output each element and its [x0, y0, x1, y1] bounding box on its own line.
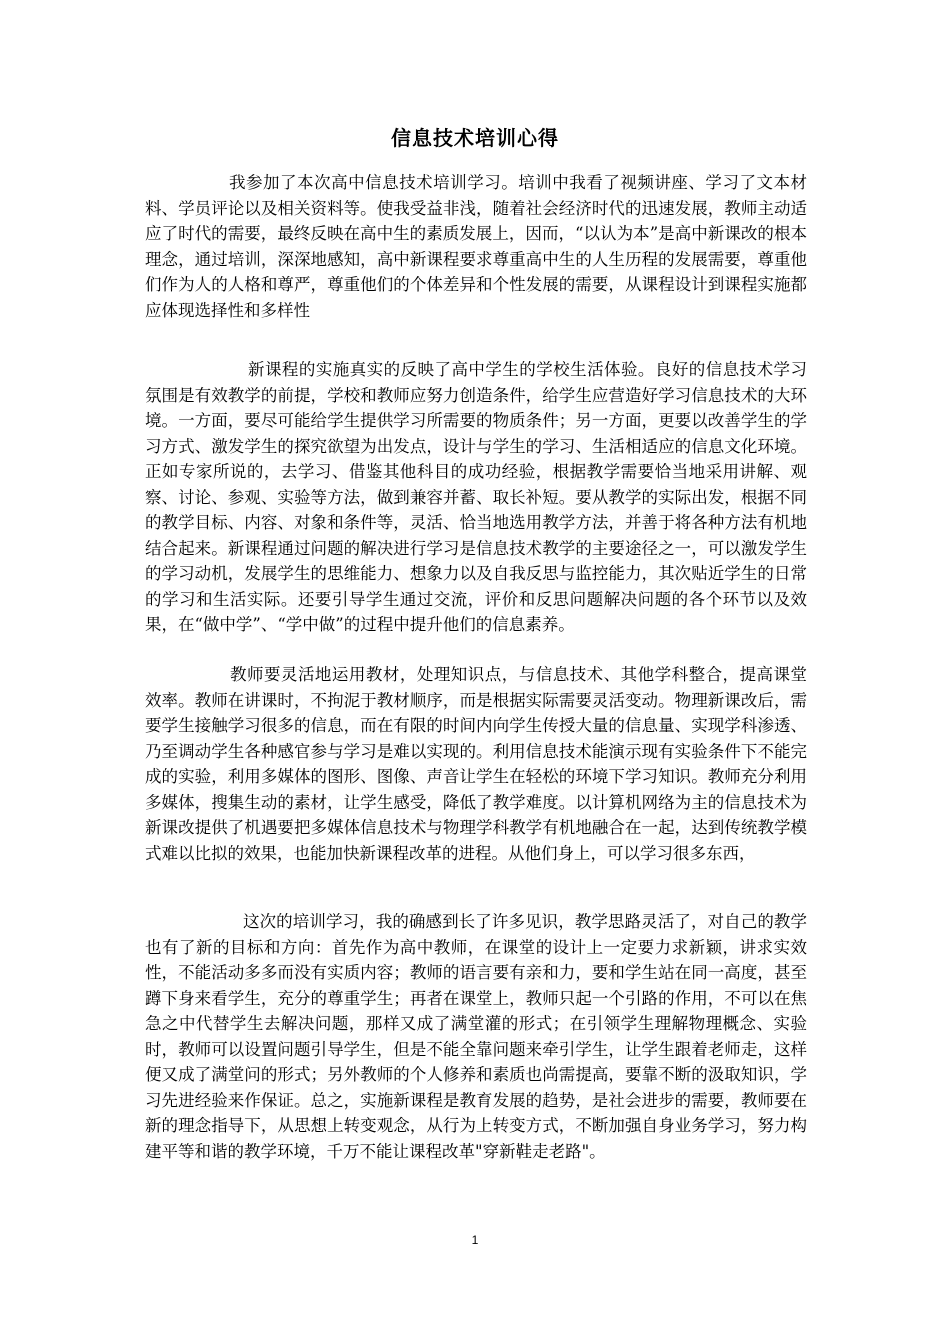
page-number: 1: [471, 1233, 479, 1247]
document-title: 信息技术培训心得: [391, 126, 559, 150]
paragraph-4: 这次的培训学习，我的确感到长了许多见识，教学思路灵活了，对自己的教学也有了新的目标和方向：首先作为高中教师，在课堂的设计上一定要力求新颖，讲求实效性，不能活动多多而没有实质内容；教师的语言要有亲和力，要和学生站在同一高度，甚至蹲下身来看学生，充分的尊重学生；再者在课堂上，教师只起一个引路的作用，不可以在焦急之中代替学生去解决问题，那样又成了满堂灌的形式；在引领学生理解物理概念、实验时，教师可以设置问题引导学生，但是不能全靠问题来牵引学生，让学生跟着老师走，这样便又成了满堂问的形式；另外教师的个人修养和素质也尚需提高，要靠不断的汲取知识，学习先进经验来作保证。总之，实施新课程是教育发展的趋势，是社会进步的需要，教师要在新的理念指导下，从思想上转变观念，从行为上转变方式，不断加强自身业务学习，努力构建平等和谐的教学环境，千万不能让课程改革"穿新鞋走老路"。: [145, 912, 807, 1161]
paragraph-2: 新课程的实施真实的反映了高中学生的学校生活体验。良好的信息技术学习氛围是有效教学的前提，学校和教师应努力创造条件，给学生应营造好学习信息技术的大环境。一方面，要尽可能给学生提供学习所需要的物质条件；另一方面，更要以改善学生的学习方式、激发学生的探究欲望为出发点，设计与学生的学习、生活相适应的信息文化环境。正如专家所说的，去学习、借鉴其他科目的成功经验，根据教学需要恰当地采用讲解、观察、讨论、参观、实验等方法，做到兼容并蓄、取长补短。要从教学的实际出发，根据不同的教学目标、内容、对象和条件等，灵活、恰当地选用教学方法，并善于将各种方法有机地结合起来。新课程通过问题的解决进行学习是信息技术教学的主要途径之一，可以激发学生的学习动机，发展学生的思维能力、想象力以及自我反思与监控能力，其次贴近学生的日常的学习和生活实际。还要引导学生通过交流，评价和反思问题解决问题的各个环节以及效果，在“做中学”、“学中做”的过程中提升他们的信息素养。: [145, 360, 807, 634]
paragraph-1: 我参加了本次高中信息技术培训学习。培训中我看了视频讲座、学习了文本材料、学员评论以及相关资料等。使我受益非浅，随着社会经济时代的迅速发展，教师主动适应了时代的需要，最终反映在高中生的素质发展上，因而，“以认为本”是高中新课改的根本理念，通过培训，深深地感知，高中新课程要求尊重高中生的人生历程的发展需要，尊重他们作为人的人格和尊严，尊重他们的个体差异和个性发展的需要，从课程设计到课程实施都应体现选择性和多样性: [145, 173, 807, 320]
paragraph-3: 教师要灵活地运用教材，处理知识点，与信息技术、其他学科整合，提高课堂效率。教师在讲课时，不拘泥于教材顺序，而是根据实际需要灵活变动。物理新课改后，需要学生接触学习很多的信息，而在有限的时间内向学生传授大量的信息量、实现学科渗透、乃至调动学生各种感官参与学习是难以实现的。利用信息技术能演示现有实验条件下不能完成的实验，利用多媒体的图形、图像、声音让学生在轻松的环境下学习知识。教师充分利用多媒体，搜集生动的素材，让学生感受，降低了教学难度。以计算机网络为主的信息技术为新课改提供了机遇要把多媒体信息技术与物理学科教学有机地融合在一起，达到传统教学模式难以比拟的效果，也能加快新课程改革的进程。从他们身上，可以学习很多东西，: [145, 665, 807, 863]
